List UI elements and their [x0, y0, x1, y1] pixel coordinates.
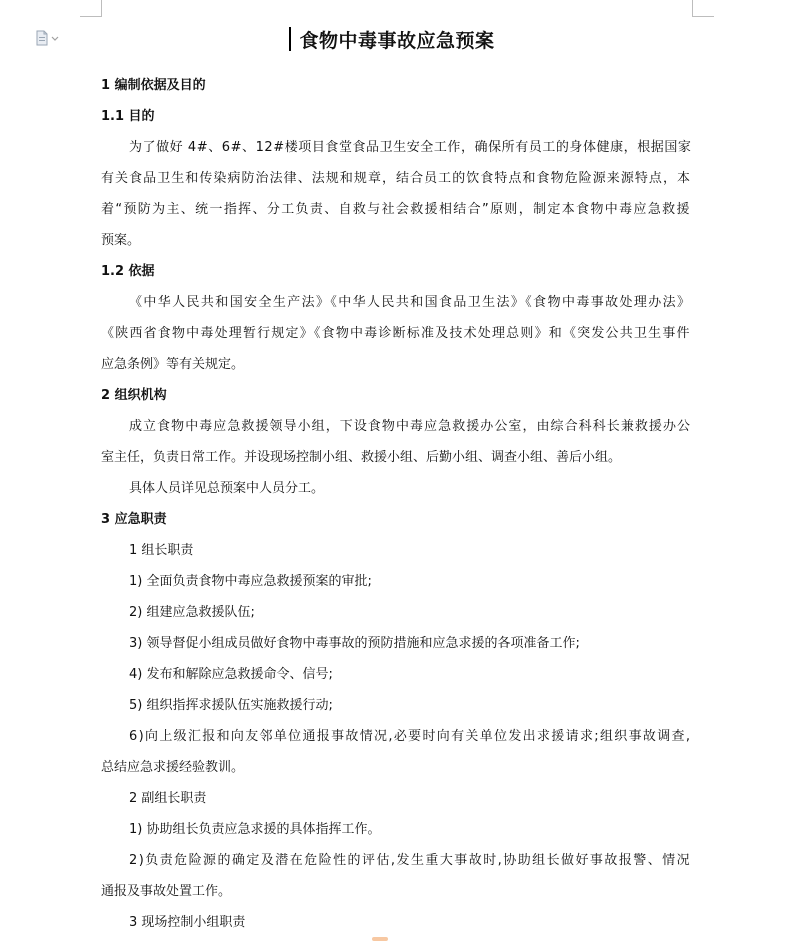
section-heading: 3 应急职责 [101, 512, 167, 527]
paragraph-line: 预案。 [101, 233, 141, 248]
paragraph-line: 2 副组长职责 [129, 791, 207, 806]
paragraph-line: 1) 全面负责食物中毒应急救援预案的审批; [129, 574, 372, 589]
paragraph-line: 1) 协助组长负责应急求援的具体指挥工作。 [129, 822, 381, 837]
crop-mark [101, 0, 102, 17]
section-heading: 1 编制依据及目的 [101, 78, 206, 93]
section-heading: 1.2 依据 [101, 264, 155, 279]
section-heading: 2 组织机构 [101, 388, 167, 403]
paragraph-line: 2)负责危险源的确定及潜在危险性的评估,发生重大事故时,协助组长做好事故报警、情况 [129, 853, 692, 868]
paragraph-line: 5) 组织指挥求援队伍实施救援行动; [129, 698, 333, 713]
paragraph-line: 有关食品卫生和传染病防治法律、法规和规章，结合员工的饮食特点和食物危险源来源特点，本 [101, 171, 692, 186]
paragraph-line: 《中华人民共和国安全生产法》《中华人民共和国食品卫生法》《食物中毒事故处理办法》 [129, 295, 692, 310]
paragraph-line: 1 组长职责 [129, 543, 194, 558]
paragraph-line: 6)向上级汇报和向友邻单位通报事故情况,必要时向有关单位发出求援请求;组织事故调查, [129, 729, 692, 744]
paragraph-line: 总结应急求援经验教训。 [101, 760, 245, 775]
document-title: 食物中毒事故应急预案 [299, 30, 495, 52]
crop-mark [80, 16, 102, 17]
section-heading: 1.1 目的 [101, 109, 155, 124]
paragraph-line: 通报及事故处置工作。 [101, 884, 232, 899]
paragraph-line: 应急条例》等有关规定。 [101, 357, 245, 372]
paragraph-line: 3) 领导督促小组成员做好食物中毒事故的预防措施和应急求援的各项准备工作; [129, 636, 580, 651]
paragraph-line: 成立食物中毒应急救援领导小组，下设食物中毒应急救援办公室，由综合科科长兼救援办公 [129, 419, 692, 434]
paragraph-line: 4) 发布和解除应急救援命令、信号; [129, 667, 333, 682]
paragraph-line: 2) 组建应急救援队伍; [129, 605, 255, 620]
paragraph-line: 《陕西省食物中毒处理暂行规定》《食物中毒诊断标准及技术处理总则》和《突发公共卫生事件 [101, 326, 691, 341]
crop-mark [692, 16, 714, 17]
crop-mark [692, 0, 693, 17]
paragraph-line: 具体人员详见总预案中人员分工。 [129, 481, 325, 496]
text-cursor [289, 27, 291, 51]
paragraph-line: 室主任，负责日常工作。并设现场控制小组、救援小组、后勤小组、调查小组、善后小组。 [101, 450, 622, 465]
paragraph-line: 为了做好 4#、6#、12#楼项目食堂食品卫生安全工作，确保所有员工的身体健康，根据国家 [129, 140, 692, 155]
page-marker [372, 937, 388, 941]
paragraph-line: 3 现场控制小组职责 [129, 915, 246, 930]
paragraph-line: 着“预防为主、统一指挥、分工负责、自救与社会救援相结合”原则，制定本食物中毒应急救援 [101, 202, 691, 217]
